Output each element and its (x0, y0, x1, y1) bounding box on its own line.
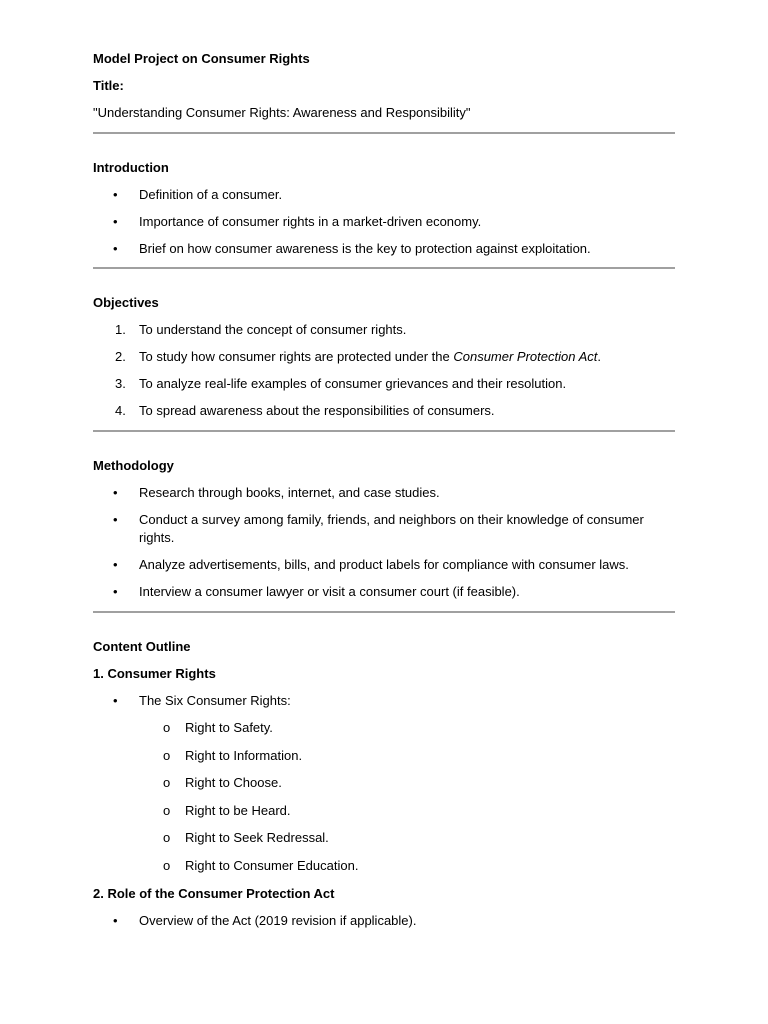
list-item (93, 213, 675, 231)
list-item (93, 912, 675, 930)
list-item (93, 240, 675, 258)
section-1-heading: 1. Consumer Rights (93, 666, 216, 681)
bullet-icon: • (113, 485, 118, 500)
project-heading: Model Project on Consumer Rights (93, 51, 310, 66)
content-outline-heading: Content Outline (93, 639, 191, 654)
list-item-text-end: . (597, 349, 601, 364)
sub-list-item (93, 747, 675, 765)
circle-bullet-icon: o (163, 802, 171, 818)
act-name-italic: Consumer Protection Act (453, 349, 598, 364)
bullet-icon: • (113, 557, 118, 572)
sub-list-item-text: Right to be Heard. (185, 802, 291, 818)
bullet-icon: • (113, 912, 118, 928)
sub-list-item-text: Right to Safety. (185, 720, 273, 735)
sub-list-item-text: Right to Seek Redressal. (185, 830, 329, 846)
numbered-item (93, 348, 675, 366)
document-body (93, 50, 675, 930)
item-number: 2. (115, 349, 126, 364)
list-item-text: To analyze real-life examples of consumer grievances and their resolution. (139, 376, 567, 391)
sub-list-item-text: Right to Choose. (185, 775, 282, 791)
circle-bullet-icon: o (163, 720, 171, 735)
title-label: Title: (93, 78, 124, 93)
bullet-icon: • (113, 241, 118, 256)
list-item-text: To spread awareness about the responsibilities of consumers. (139, 403, 495, 418)
list-item-text: Importance of consumer rights in a market-driven economy. (139, 214, 482, 229)
sub-list-item-text: Right to Information. (185, 747, 303, 763)
sub-list-item (93, 774, 675, 792)
circle-bullet-icon: o (163, 830, 171, 846)
divider (93, 267, 675, 269)
title-text: "Understanding Consumer Rights: Awareness and Responsibility" (93, 105, 471, 120)
sub-list-item (93, 857, 675, 875)
sub-list-item (93, 829, 675, 847)
list-item-text: Overview of the Act (2019 revision if applicable). (139, 912, 417, 928)
list-item-text: The Six Consumer Rights: (139, 693, 291, 708)
list-item (93, 484, 675, 502)
numbered-item (93, 375, 675, 393)
item-number: 4. (115, 403, 126, 418)
numbered-item (93, 402, 675, 420)
list-item-text: Conduct a survey among family, friends, and neighbors on their knowledge of consumer rights. (139, 512, 644, 545)
list-item-text: Research through books, internet, and case studies. (139, 485, 440, 500)
sub-list-item (93, 802, 675, 820)
list-item-text: Analyze advertisements, bills, and product labels for compliance with consumer laws. (139, 557, 629, 572)
list-item (93, 511, 675, 547)
circle-bullet-icon: o (163, 775, 171, 791)
list-item-text: Brief on how consumer awareness is the key to protection against exploitation. (139, 241, 591, 256)
divider (93, 132, 675, 134)
item-number: 3. (115, 376, 126, 391)
circle-bullet-icon: o (163, 747, 171, 763)
list-item-text: To understand the concept of consumer rights. (139, 322, 407, 337)
divider (93, 430, 675, 432)
methodology-heading: Methodology (93, 458, 174, 473)
numbered-item (93, 321, 675, 339)
bullet-icon: • (113, 187, 118, 202)
list-item (93, 692, 675, 710)
list-item-text: Interview a consumer lawyer or visit a consumer court (if feasible). (139, 584, 520, 599)
section-2-heading: 2. Role of the Consumer Protection Act (93, 885, 335, 901)
sub-list-item (93, 719, 675, 737)
item-number: 1. (115, 322, 126, 337)
list-item (93, 556, 675, 574)
sub-list-item-text: Right to Consumer Education. (185, 857, 359, 873)
divider (93, 611, 675, 613)
bullet-icon: • (113, 693, 118, 708)
introduction-heading: Introduction (93, 160, 169, 175)
bullet-icon: • (113, 214, 118, 229)
bullet-icon: • (113, 512, 118, 527)
list-item (93, 583, 675, 601)
circle-bullet-icon: o (163, 857, 171, 873)
list-item-text: To study how consumer rights are protected under the (139, 349, 454, 364)
bullet-icon: • (113, 584, 118, 599)
list-item (93, 186, 675, 204)
objectives-heading: Objectives (93, 295, 159, 310)
list-item-text: Definition of a consumer. (139, 187, 283, 202)
